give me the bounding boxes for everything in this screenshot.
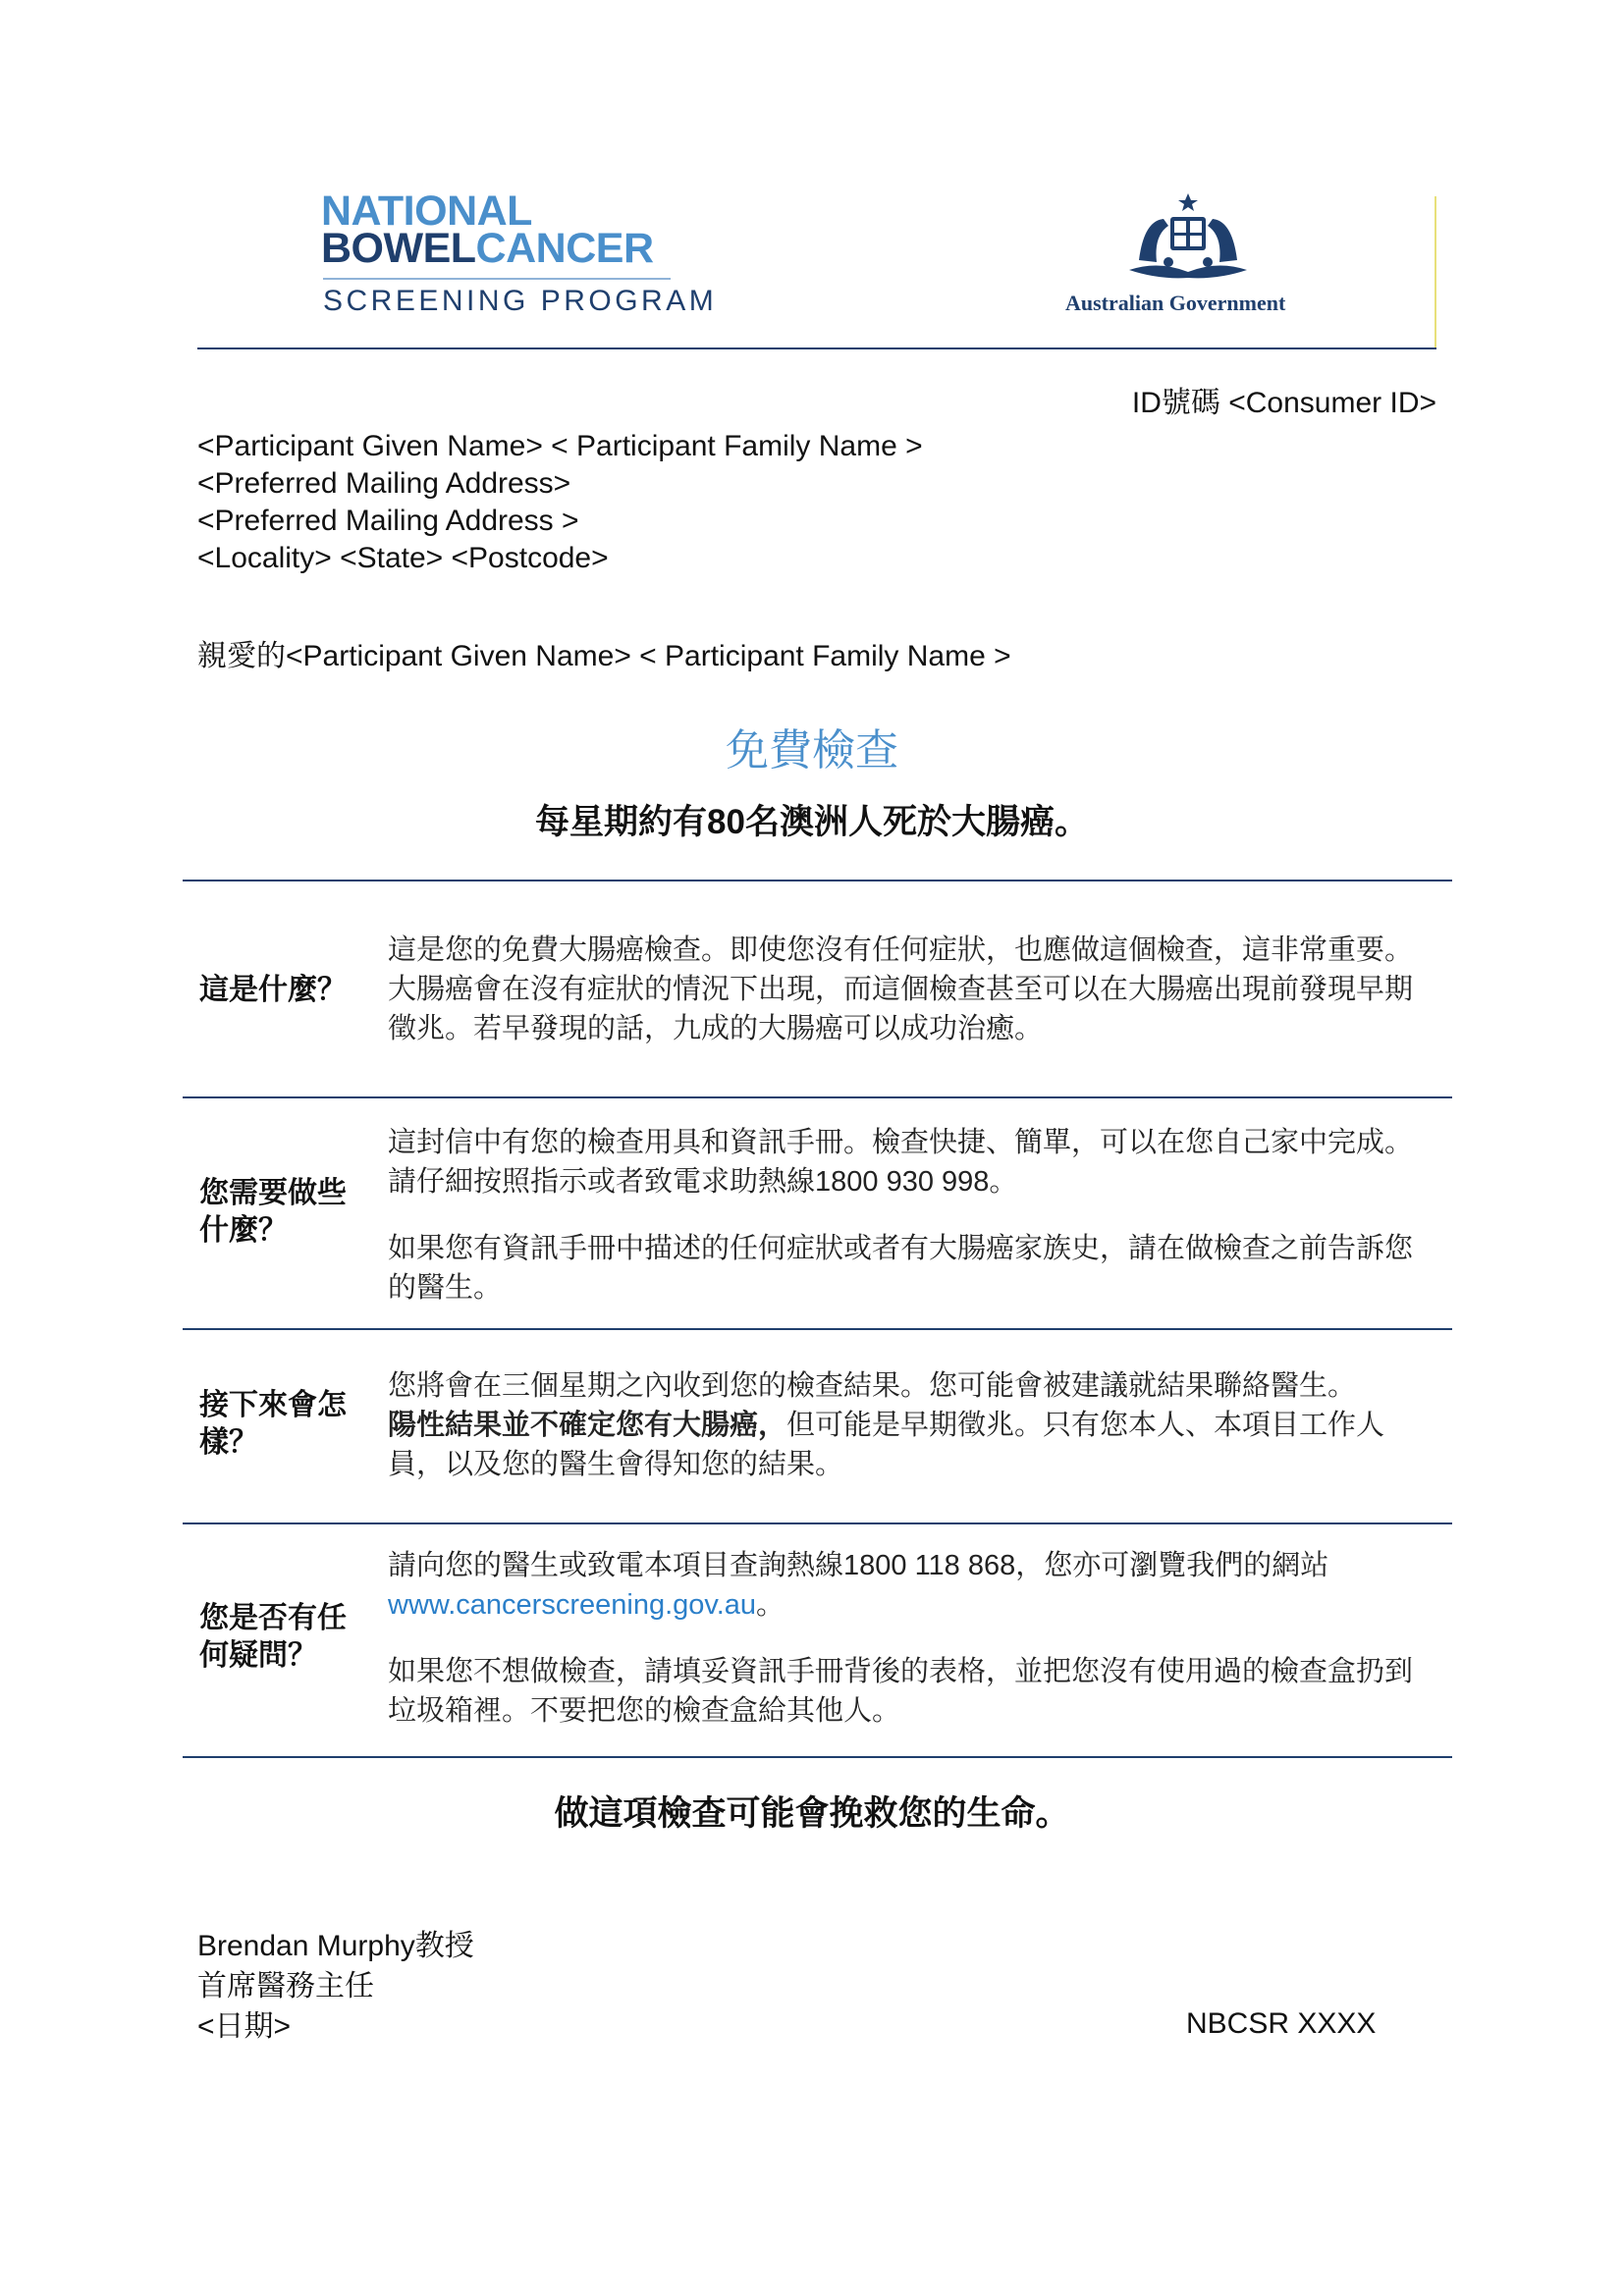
table-rule: [183, 1096, 1452, 1098]
header-side-rule: [1435, 196, 1436, 349]
section-content-what: [388, 931, 1427, 1048]
section-paragraph: 這是您的免費大腸癌檢查。即使您沒有任何症狀，也應做這個檢查，這非常重要。大腸癌會在沒有症狀的情況下出現，而這個檢查甚至可以在大腸癌出現前發現早期徵兆。若早發現的話，九成的大腸癌可以成功治癒。: [388, 934, 1414, 1044]
body-text: 但可能是早期徵兆。只有您本人、本項目工作人員，以及您的醫生會得知您的結果。: [388, 1410, 1385, 1480]
signatory-title: 首席醫務主任: [197, 1970, 374, 2002]
section-content-questions: [388, 1546, 1427, 1731]
header-rule: [197, 347, 1436, 349]
program-logo-line2: [321, 225, 654, 272]
consumer-id: ID號碼 <Consumer ID>: [1131, 387, 1436, 419]
logo-word-bowel: BOWEL: [321, 225, 476, 272]
letter-subtitle: 每星期約有80名澳洲人死於大腸癌。: [535, 803, 1089, 841]
section-content-next: [388, 1366, 1427, 1484]
address-line-3: <Locality> <State> <Postcode>: [197, 542, 609, 574]
greeting: 親愛的<Participant Given Name> < Participant Family Name >: [197, 640, 1011, 672]
section-paragraph: 如果您有資訊手冊中描述的任何症狀或者有大腸癌家族史，請在做檢查之前告訴您的醫生。: [388, 1233, 1414, 1304]
section-paragraph: 如果您不想做檢查，請填妥資訊手冊背後的表格，並把您沒有使用過的檢查盒扔到垃圾箱裡。不要把您的檢查盒給其他人。: [388, 1656, 1414, 1727]
table-rule: [183, 1756, 1452, 1758]
body-text: 請向您的醫生或致電本項目查詢熱線1800 118 868，您亦可瀏覽我們的網站: [388, 1550, 1329, 1581]
table-rule: [183, 1328, 1452, 1330]
program-logo-line3: SCREENING PROGRAM: [323, 285, 718, 317]
signature-block: [197, 1926, 474, 2047]
letter-title: 免費檢查: [726, 726, 898, 774]
reference-code: NBCSR XXXX: [1186, 2007, 1377, 2040]
section-paragraph: 這封信中有您的檢查用具和資訊手冊。檢查快捷、簡單，可以在您自己家中完成。請仔細按照指示或者致電求助熱線1800 930 998。: [388, 1127, 1414, 1198]
section-label-questions: 您是否有任何疑問？: [199, 1602, 347, 1672]
letter-date: <日期>: [197, 2010, 292, 2043]
table-rule: [183, 1522, 1452, 1524]
section-label-todo: 您需要做些什麼？: [199, 1177, 347, 1247]
section-label-what: 這是什麼？: [199, 974, 347, 1006]
emphasis-text: 陽性結果並不確定您有大腸癌，: [388, 1410, 787, 1441]
signatory-name: Brendan Murphy教授: [197, 1930, 474, 1962]
section-label-next: 接下來會怎樣？: [199, 1389, 347, 1459]
table-rule: [183, 880, 1452, 881]
coat-of-arms-icon: [1119, 191, 1257, 285]
program-logo-line1: NATIONAL: [321, 187, 532, 235]
australian-government-label: Australian Government: [1065, 291, 1286, 315]
address-block: [197, 428, 923, 577]
section-paragraph: [388, 1406, 1427, 1484]
section-content-todo: [388, 1123, 1427, 1308]
address-line-2: <Preferred Mailing Address >: [197, 505, 579, 537]
closing-message: 做這項檢查可能會挽救您的生命。: [554, 1794, 1070, 1833]
address-line-1: <Preferred Mailing Address>: [197, 467, 571, 500]
logo-divider: [323, 278, 671, 280]
section-paragraph: [388, 1546, 1427, 1625]
website-link[interactable]: www.cancerscreening.gov.au: [388, 1589, 757, 1621]
recipient-name: <Participant Given Name> < Participant Family Name >: [197, 430, 923, 462]
logo-word-cancer: CANCER: [475, 225, 654, 272]
section-paragraph: 您將會在三個星期之內收到您的檢查結果。您可能會被建議就結果聯絡醫生。: [388, 1370, 1357, 1402]
body-text: 。: [756, 1589, 785, 1621]
